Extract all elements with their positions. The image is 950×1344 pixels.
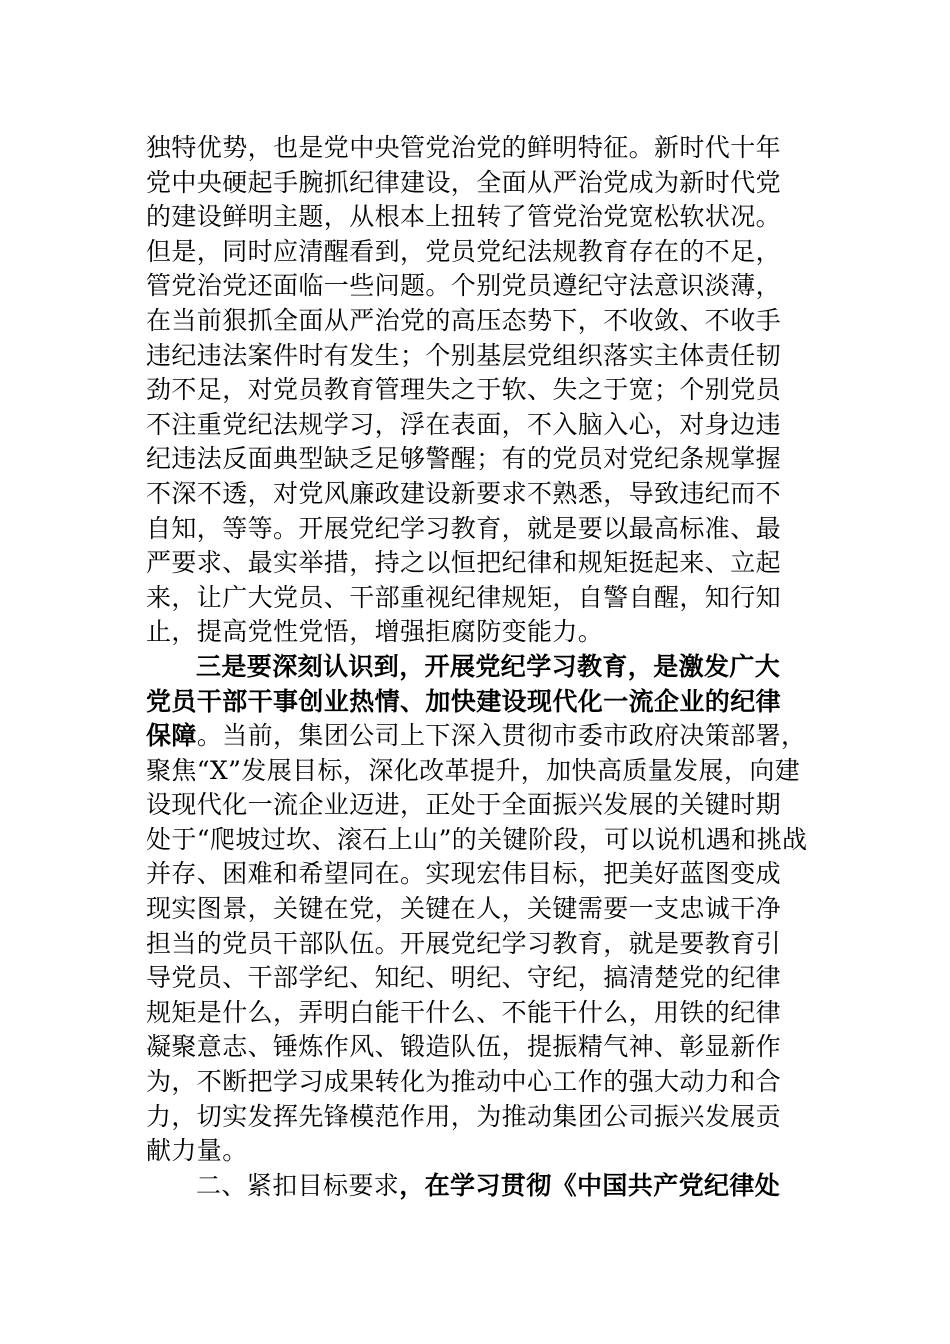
paragraph-line: 止，提高党性党悟，增强拒腐防变能力。 bbox=[146, 617, 604, 647]
paragraph-line: 管党治党还面临一些问题。个别党员遵纪守法意识淡薄， bbox=[146, 271, 782, 301]
section2-heading-prefix: 二、紧扣目标要求 bbox=[196, 1170, 400, 1200]
paragraph-line: 不深不透，对党风廉政建设新要求不熟悉，导致违纪而不 bbox=[146, 478, 782, 508]
paragraph-line: 严要求、最实举措，持之以恒把纪律和规矩挺起来、立起 bbox=[146, 548, 782, 578]
paragraph-line: 自知，等等。开展党纪学习教育，就是要以最高标准、最 bbox=[146, 513, 782, 543]
paragraph-line: 纪违法反面典型缺乏足够警醒；有的党员对党纪条规掌握 bbox=[146, 444, 782, 474]
paragraph-line: 现实图景，关键在党，关键在人，关键需要一支忠诚干净 bbox=[146, 894, 782, 924]
paragraph-line: 设现代化一流企业迈进，正处于全面振兴发展的关键时期 bbox=[146, 790, 782, 820]
paragraph-line: 献力量。 bbox=[146, 1136, 248, 1166]
paragraph-line: 违纪违法案件时有发生；个别基层党组织落实主体责任韧 bbox=[146, 340, 782, 370]
section3-heading-line: 三是要深刻认识到，开展党纪学习教育，是激发广大 bbox=[196, 651, 781, 681]
body-text bbox=[146, 131, 846, 1203]
section3-heading-line: 党员干部干事创业热情、加快建设现代化一流企业的纪律 bbox=[146, 686, 782, 716]
section3-heading-bold: 保障 bbox=[146, 721, 197, 751]
paragraph-line: 担当的党员干部队伍。开展党纪学习教育，就是要教育引 bbox=[146, 928, 782, 958]
paragraph-line: 聚焦“X”发展目标，深化改革提升，加快高质量发展，向建 bbox=[146, 755, 801, 785]
paragraph-line: 党中央硬起手腕抓纪律建设，全面从严治党成为新时代党 bbox=[146, 167, 782, 197]
section2-heading-line bbox=[146, 1169, 846, 1204]
section2-heading-rest: ，在学习贯彻《中国共产党纪律处 bbox=[399, 1170, 781, 1200]
section3-heading-line bbox=[146, 719, 846, 754]
paragraph-line: 规矩是什么，弄明白能干什么、不能干什么，用铁的纪律 bbox=[146, 997, 782, 1027]
paragraph-line: 的建设鲜明主题，从根本上扭转了管党治党宽松软状况。 bbox=[146, 202, 782, 232]
paragraph-line: 独特优势，也是党中央管党治党的鲜明特征。新时代十年 bbox=[146, 133, 782, 162]
paragraph-line: 并存、困难和希望同在。实现宏伟目标，把美好蓝图变成 bbox=[146, 859, 782, 889]
paragraph-line: 劲不足，对党员教育管理失之于软、失之于宽；个别党员 bbox=[146, 375, 782, 405]
paragraph-line: 力，切实发挥先锋模范作用，为推动集团公司振兴发展贡 bbox=[146, 1101, 782, 1131]
paragraph-line: 凝聚意志、锤炼作风、锻造队伍，提振精气神、彰显新作 bbox=[146, 1032, 782, 1062]
paragraph-line: 处于“爬坡过坎、滚石上山”的关键阶段，可以说机遇和挑战 bbox=[146, 824, 808, 854]
paragraph-line: 在当前狠抓全面从严治党的高压态势下，不收敛、不收手 bbox=[146, 305, 782, 335]
paragraph-line: 为，不断把学习成果转化为推动中心工作的强大动力和合 bbox=[146, 1067, 782, 1097]
paragraph-line: 来，让广大党员、干部重视纪律规矩，自警自醒，知行知 bbox=[146, 582, 782, 612]
paragraph-line: 导党员、干部学纪、知纪、明纪、守纪，搞清楚党的纪律 bbox=[146, 963, 782, 993]
section3-text: 。当前，集团公司上下深入贯彻市委市政府决策部署， bbox=[196, 721, 807, 751]
paragraph-line: 但是，同时应清醒看到，党员党纪法规教育存在的不足， bbox=[146, 236, 782, 266]
paragraph-line: 不注重党纪法规学习，浮在表面，不入脑入心，对身边违 bbox=[146, 409, 782, 439]
